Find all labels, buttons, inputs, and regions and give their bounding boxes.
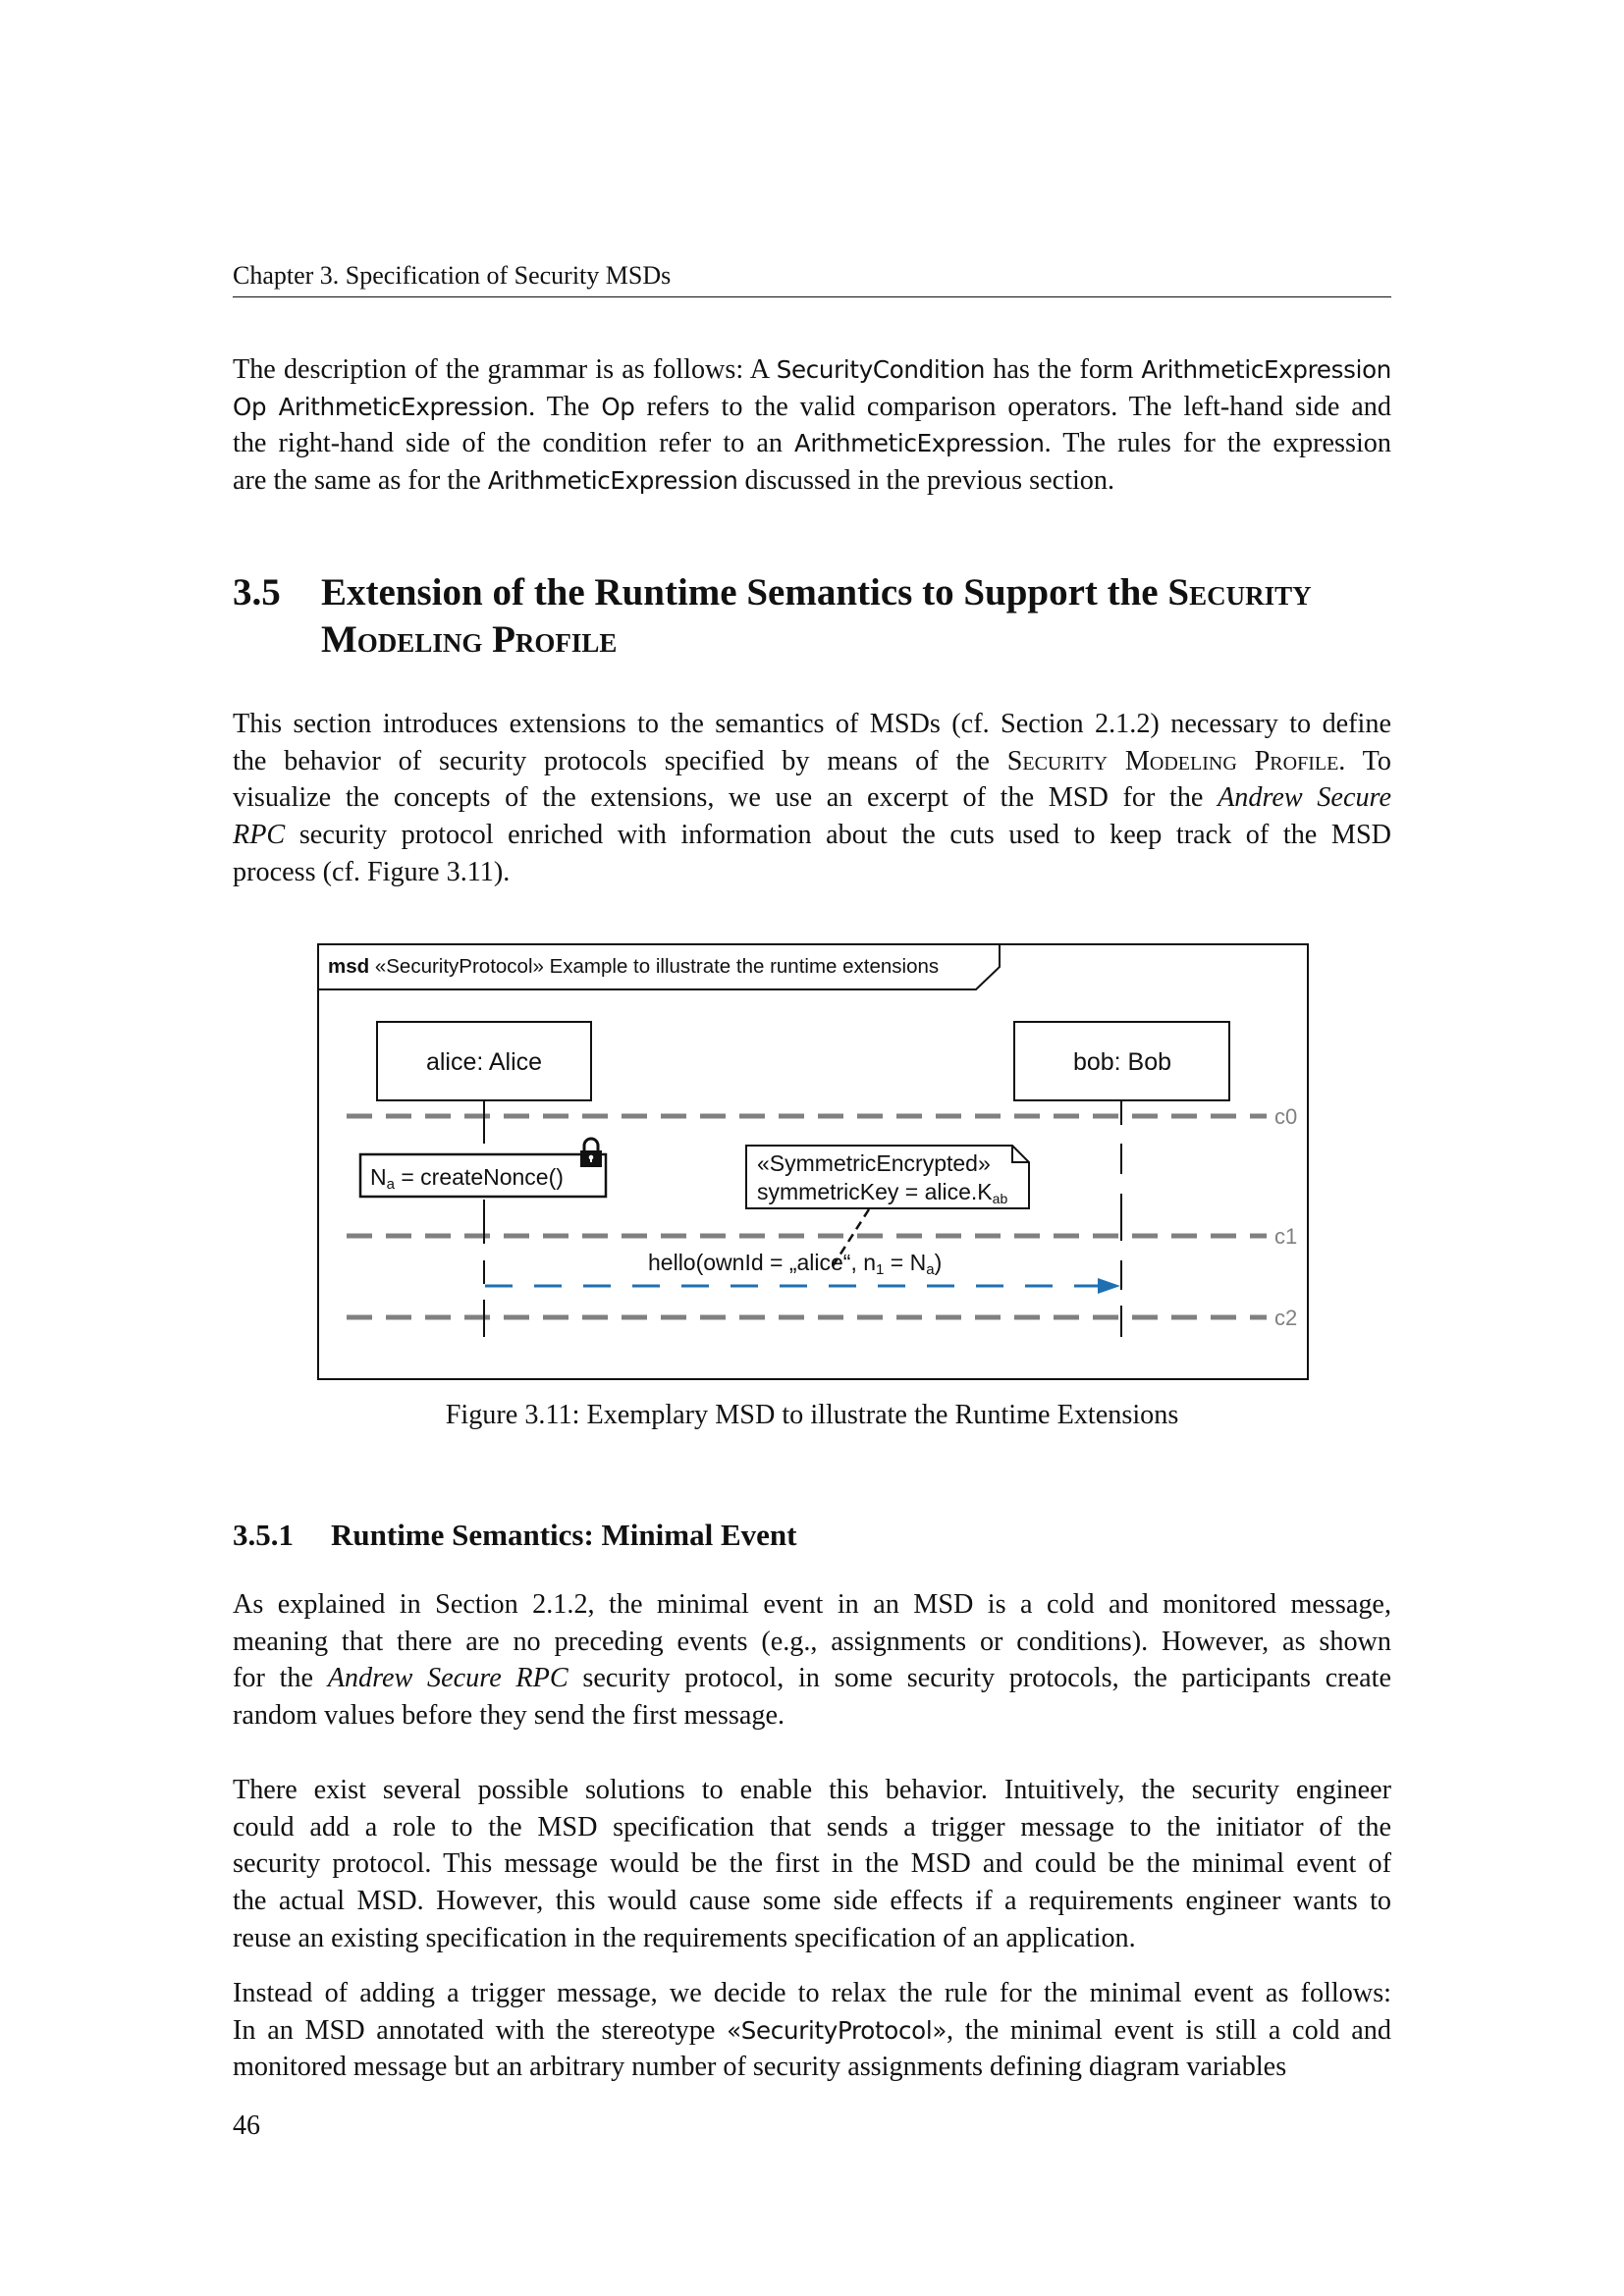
msd-title-text: «SecurityProtocol» Example to illustrate the runtime extensions (369, 955, 940, 978)
message-label-part3: ) (934, 1250, 943, 1275)
text-run: security protocol, in some security protocols, the participants create (568, 1663, 1391, 1694)
subsection-heading (233, 1518, 797, 1552)
text-line (233, 1660, 1391, 1697)
text-run: the behavior of security protocols specified by means of the (233, 745, 1007, 776)
text-run: refers to the valid comparison operators. The left-hand side and (634, 391, 1391, 422)
text-run: As explained in Section 2.1.2, the minimal event in an MSD is a cold and monitored message, (233, 1589, 1391, 1620)
figure-caption: Figure 3.11: Exemplary MSD to illustrate the Runtime Extensions (445, 1400, 1179, 1430)
note-text (757, 1179, 1007, 1206)
text-run: discussed in the previous section. (737, 465, 1115, 497)
code-term: Op ArithmeticExpression (233, 392, 529, 421)
text-run: random values before they send the first message. (233, 1700, 785, 1732)
text-line (233, 1975, 1391, 2012)
section-title-text: Extension of the Runtime Semantics to Support the (321, 571, 1168, 614)
text-run: . To (1338, 745, 1391, 776)
message-label (648, 1250, 942, 1278)
cut-label-c0: c0 (1274, 1104, 1298, 1129)
message-label-sub1: 1 (876, 1261, 885, 1278)
code-term: ArithmeticExpression (1141, 355, 1391, 384)
text-run: the right-hand side of the condition refer to an (233, 428, 795, 459)
italic-term: RPC (233, 820, 286, 851)
assignment-var: N (370, 1164, 387, 1190)
text-run: security protocol enriched with information about the cuts used to keep track of the MSD (285, 820, 1391, 851)
subsection-number: 3.5.1 (233, 1518, 294, 1552)
smallcaps-term: Security Modeling Profile (1006, 745, 1339, 776)
italic-term: Andrew Secure RPC (327, 1663, 568, 1694)
assignment-var-sub: a (386, 1176, 395, 1193)
lifeline-label-alice: alice: Alice (425, 1048, 543, 1076)
text-run: for the (233, 1663, 328, 1694)
text-run: has the form (985, 354, 1142, 385)
cut-label-c1: c1 (1274, 1224, 1298, 1249)
text-run: reuse an existing specification in the requirements specification of an application. (233, 1922, 1136, 1953)
text-line (233, 1697, 1391, 1735)
text-run: security protocol. This message would be the first in the MSD and could be the minimal event of (233, 1848, 1391, 1880)
message-label-part1: hello(ownId = „alice“, n (648, 1250, 877, 1275)
text-run: process (cf. Figure 3.11). (233, 856, 511, 887)
text-run: . The (528, 391, 602, 422)
section-number: 3.5 (233, 571, 281, 614)
text-line (233, 1809, 1391, 1846)
text-run: monitored message but an arbitrary number of security assignments defining diagram variables (233, 2052, 1287, 2083)
text-run: visualize the concepts of the extensions, we use an excerpt of the MSD for the (233, 782, 1218, 814)
message-label-part2: = N (884, 1250, 927, 1275)
text-line (233, 1845, 1391, 1883)
text-line (233, 1624, 1391, 1661)
code-term: ArithmeticExpression (794, 429, 1045, 458)
text-run: In an MSD annotated with the stereotype (233, 2014, 728, 2046)
paragraph-solutions (233, 1772, 1391, 1956)
cut-label-c2: c2 (1274, 1306, 1298, 1330)
text-run: This section introduces extensions to the semantics of MSDs (cf. Section 2.1.2) necessary to define (233, 709, 1391, 739)
italic-term: Andrew Secure (1218, 782, 1391, 814)
note-text-sub: ab (992, 1191, 1008, 1206)
note-text-main: symmetricKey = alice.K (757, 1179, 993, 1204)
text-line (233, 1586, 1391, 1624)
text-run: Instead of adding a trigger message, we decide to relax the rule for the minimal event as follows: (233, 1978, 1391, 2008)
text-line (233, 2012, 1391, 2050)
code-term: «SecurityProtocol» (727, 2015, 947, 2045)
page-number: 46 (233, 2110, 260, 2141)
subsection-title: Runtime Semantics: Minimal Event (331, 1518, 797, 1552)
text-run: There exist several possible solutions to enable this behavior. Intuitively, the security engineer (233, 1775, 1391, 1805)
text-line (233, 1772, 1391, 1809)
code-term: ArithmeticExpression (487, 466, 738, 496)
running-header: Chapter 3. Specification of Security MSDs (233, 261, 672, 290)
note-stereotype: «SymmetricEncrypted» (757, 1150, 991, 1176)
msd-keyword: msd (328, 955, 370, 978)
message-label-sub2: a (926, 1261, 935, 1278)
text-run: , the minimal event is still a cold and (947, 2014, 1391, 2046)
text-run: are the same as for the (233, 465, 488, 497)
code-term: SecurityCondition (776, 355, 986, 384)
assignment-expr: = createNonce() (394, 1164, 564, 1190)
text-line (233, 1920, 1391, 1957)
text-run: could add a role to the MSD specification that sends a trigger message to the initiator of the (233, 1811, 1391, 1842)
lifeline-label-bob: bob: Bob (1072, 1048, 1172, 1076)
text-run: The description of the grammar is as follows: A (233, 354, 777, 385)
paragraph-minimal-event (233, 1586, 1391, 1735)
text-run: the actual MSD. However, this would cause some side effects if a requirements engineer wants to (233, 1886, 1391, 1917)
message-arrowhead (1098, 1278, 1120, 1294)
code-term: Op (601, 392, 635, 421)
text-run: . The rules for the expression (1044, 428, 1391, 459)
text-run: meaning that there are no preceding events (e.g., assignments or conditions). However, as shown (233, 1626, 1391, 1657)
text-line (233, 2049, 1391, 2086)
paragraph-relax-rule (233, 1975, 1391, 2086)
assignment-text (370, 1164, 564, 1193)
section-title-line2: Modeling Profile (321, 618, 618, 661)
msd-frame-title (328, 955, 939, 978)
text-line (233, 1883, 1391, 1920)
section-title-smallcaps: Security (1167, 571, 1312, 614)
lock-icon (580, 1139, 602, 1167)
